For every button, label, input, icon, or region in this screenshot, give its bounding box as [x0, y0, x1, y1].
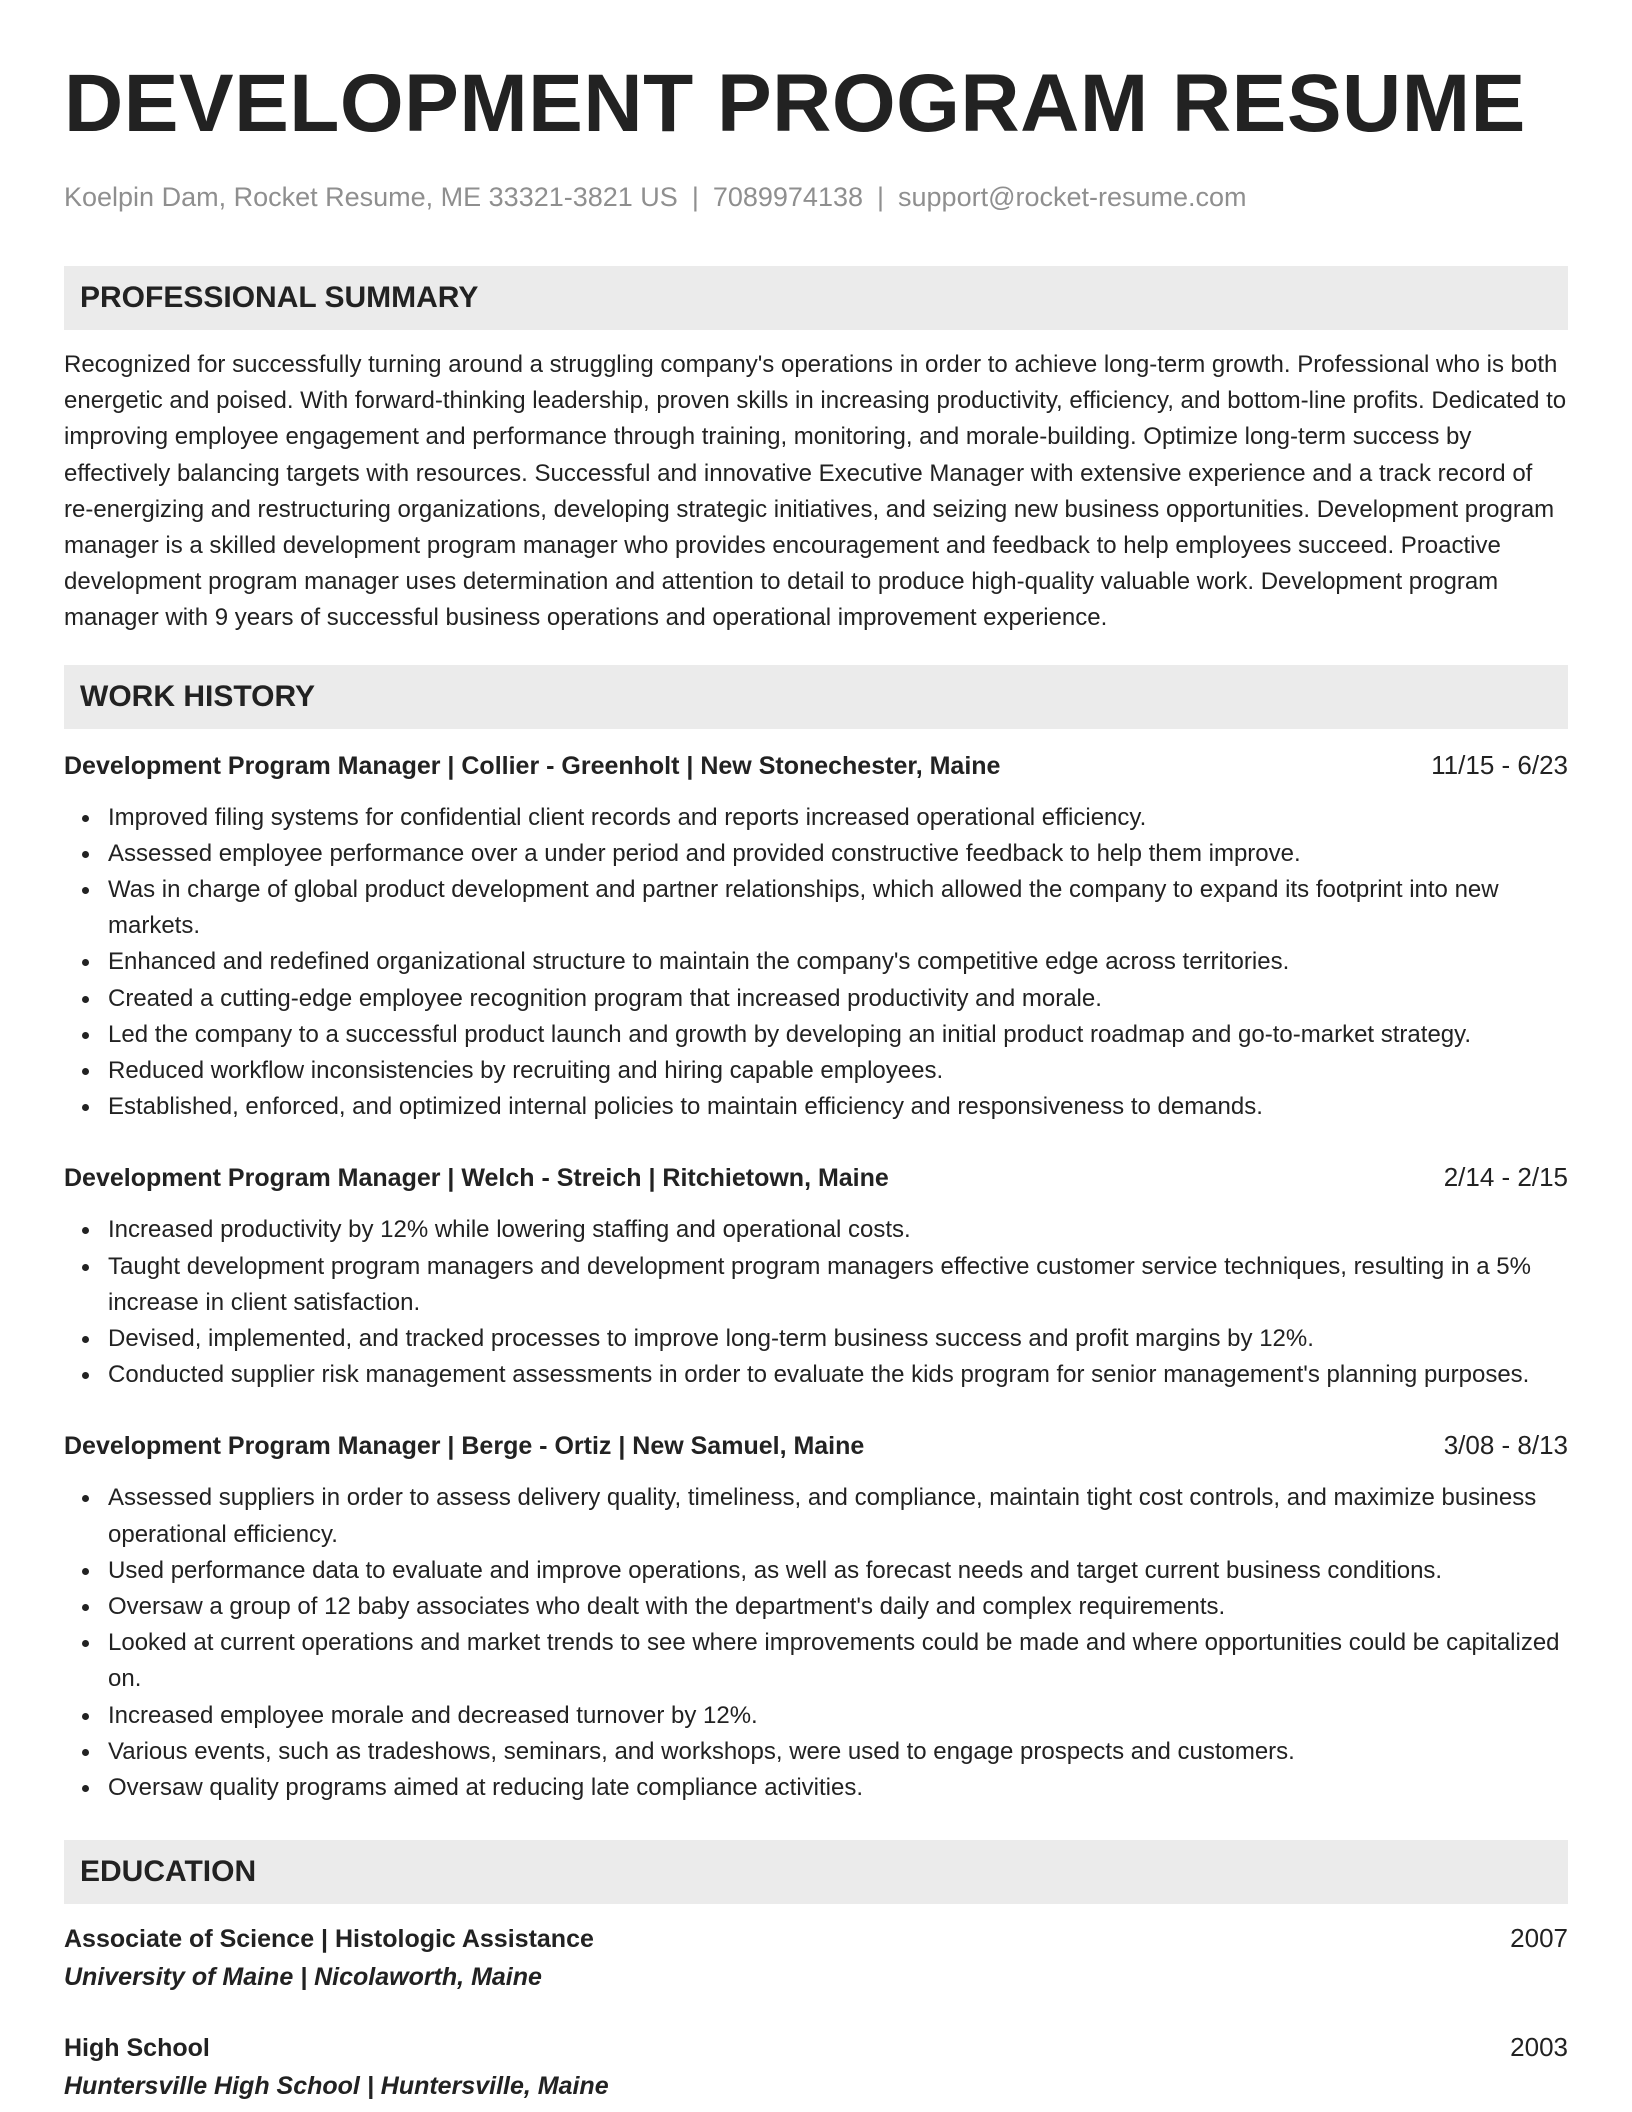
contact-address: Koelpin Dam, Rocket Resume, ME 33321-3821 US	[64, 182, 678, 212]
job-header	[64, 747, 1568, 784]
education-header	[64, 1920, 1568, 1957]
summary-section-heading: PROFESSIONAL SUMMARY	[64, 266, 1568, 330]
education-header	[64, 2029, 1568, 2066]
job-dates: 11/15 - 6/23	[1431, 749, 1568, 780]
job-bullet: Oversaw a group of 12 baby associates who dealt with the department's daily and complex requirements.	[108, 1589, 1568, 1625]
job-entry	[64, 1159, 1568, 1393]
job-bullet: Increased productivity by 12% while lowering staffing and operational costs.	[108, 1212, 1568, 1248]
job-bullet: Enhanced and redefined organizational structure to maintain the company's competitive edge across territories.	[108, 944, 1568, 980]
job-bullet-list	[64, 1212, 1568, 1393]
job-bullet: Reduced workflow inconsistencies by recruiting and hiring capable employees.	[108, 1053, 1568, 1089]
education-degree: High School	[64, 2034, 210, 2063]
education-degree: Associate of Science | Histologic Assistance	[64, 1925, 594, 1954]
job-bullet: Devised, implemented, and tracked processes to improve long-term business success and profit margins by 12%.	[108, 1321, 1568, 1357]
job-header	[64, 1159, 1568, 1196]
job-title: Development Program Manager | Welch - Streich | Ritchietown, Maine	[64, 1164, 889, 1193]
contact-separator: |	[877, 182, 885, 212]
job-header	[64, 1427, 1568, 1464]
education-school: Huntersville High School | Huntersville, Maine	[64, 2072, 609, 2101]
resume-title: DEVELOPMENT PROGRAM RESUME	[64, 58, 1526, 149]
education-section-heading: EDUCATION	[64, 1840, 1568, 1904]
job-bullet: Taught development program managers and development program managers effective customer service techniques, resulting in a 5% increase in client satisfaction.	[108, 1249, 1568, 1321]
job-bullet: Oversaw quality programs aimed at reducing late compliance activities.	[108, 1770, 1568, 1806]
job-bullet: Created a cutting-edge employee recognition program that increased productivity and morale.	[108, 981, 1568, 1017]
work-history-section-heading: WORK HISTORY	[64, 665, 1568, 729]
job-title: Development Program Manager | Collier - Greenholt | New Stonechester, Maine	[64, 751, 1001, 780]
education-entry	[64, 1920, 1568, 1997]
job-bullet: Used performance data to evaluate and improve operations, as well as forecast needs and target current business conditions.	[108, 1553, 1568, 1589]
contact-phone: 7089974138	[712, 182, 863, 212]
job-title: Development Program Manager | Berge - Ortiz | New Samuel, Maine	[64, 1432, 865, 1461]
job-dates: 3/08 - 8/13	[1443, 1430, 1568, 1461]
contact-email: support@rocket-resume.com	[898, 182, 1247, 212]
job-bullet: Established, enforced, and optimized internal policies to maintain efficiency and responsiveness to demands.	[108, 1089, 1568, 1125]
contact-separator: |	[691, 182, 699, 212]
job-bullet: Conducted supplier risk management assessments in order to evaluate the kids program for senior management's planning purposes.	[108, 1357, 1568, 1393]
job-bullet: Improved filing systems for confidential client records and reports increased operational efficiency.	[108, 800, 1568, 836]
job-bullet: Assessed suppliers in order to assess delivery quality, timeliness, and compliance, maintain tight cost controls, and maximize business operational efficiency.	[108, 1480, 1568, 1552]
job-bullet-list	[64, 800, 1568, 1126]
job-bullet: Looked at current operations and market trends to see where improvements could be made and where opportunities could be capitalized on.	[108, 1625, 1568, 1697]
contact-line	[64, 180, 1568, 214]
education-year: 2007	[1510, 1923, 1568, 1954]
job-dates: 2/14 - 2/15	[1443, 1162, 1568, 1193]
education-year: 2003	[1510, 2032, 1568, 2063]
job-bullet-list	[64, 1480, 1568, 1806]
education-school: University of Maine | Nicolaworth, Maine	[64, 1963, 542, 1992]
job-bullet: Various events, such as tradeshows, seminars, and workshops, were used to engage prospects and customers.	[108, 1734, 1568, 1770]
job-bullet: Increased employee morale and decreased turnover by 12%.	[108, 1698, 1568, 1734]
job-bullet: Led the company to a successful product launch and growth by developing an initial product roadmap and go-to-market strategy.	[108, 1017, 1568, 1053]
job-bullet: Assessed employee performance over a under period and provided constructive feedback to help them improve.	[108, 836, 1568, 872]
job-entry	[64, 747, 1568, 1126]
job-bullet: Was in charge of global product development and partner relationships, which allowed the company to expand its footprint into new markets.	[108, 872, 1568, 944]
job-entry	[64, 1427, 1568, 1806]
summary-text: Recognized for successfully turning around a struggling company's operations in order to achieve long-term growth. Professional who is both energetic and poised. With forward-thinking leadership, proven skills in increasing productivity, efficiency, and bottom-line profits. Dedicated to improving employee engagement and performance through training, monitoring, and morale-building. Optimize long-term success by effectively balancing targets with resources. Successful and innovative Executive Manager with extensive experience and a track record of re-energizing and restructuring organizations, developing strategic initiatives, and seizing new business opportunities. Development program manager is a skilled development program manager who provides encouragement and feedback to help employees succeed. Proactive development program manager uses determination and attention to detail to produce high-quality valuable work. Development program manager with 9 years of successful business operations and operational improvement experience.	[64, 351, 1567, 632]
education-entry	[64, 2029, 1568, 2106]
